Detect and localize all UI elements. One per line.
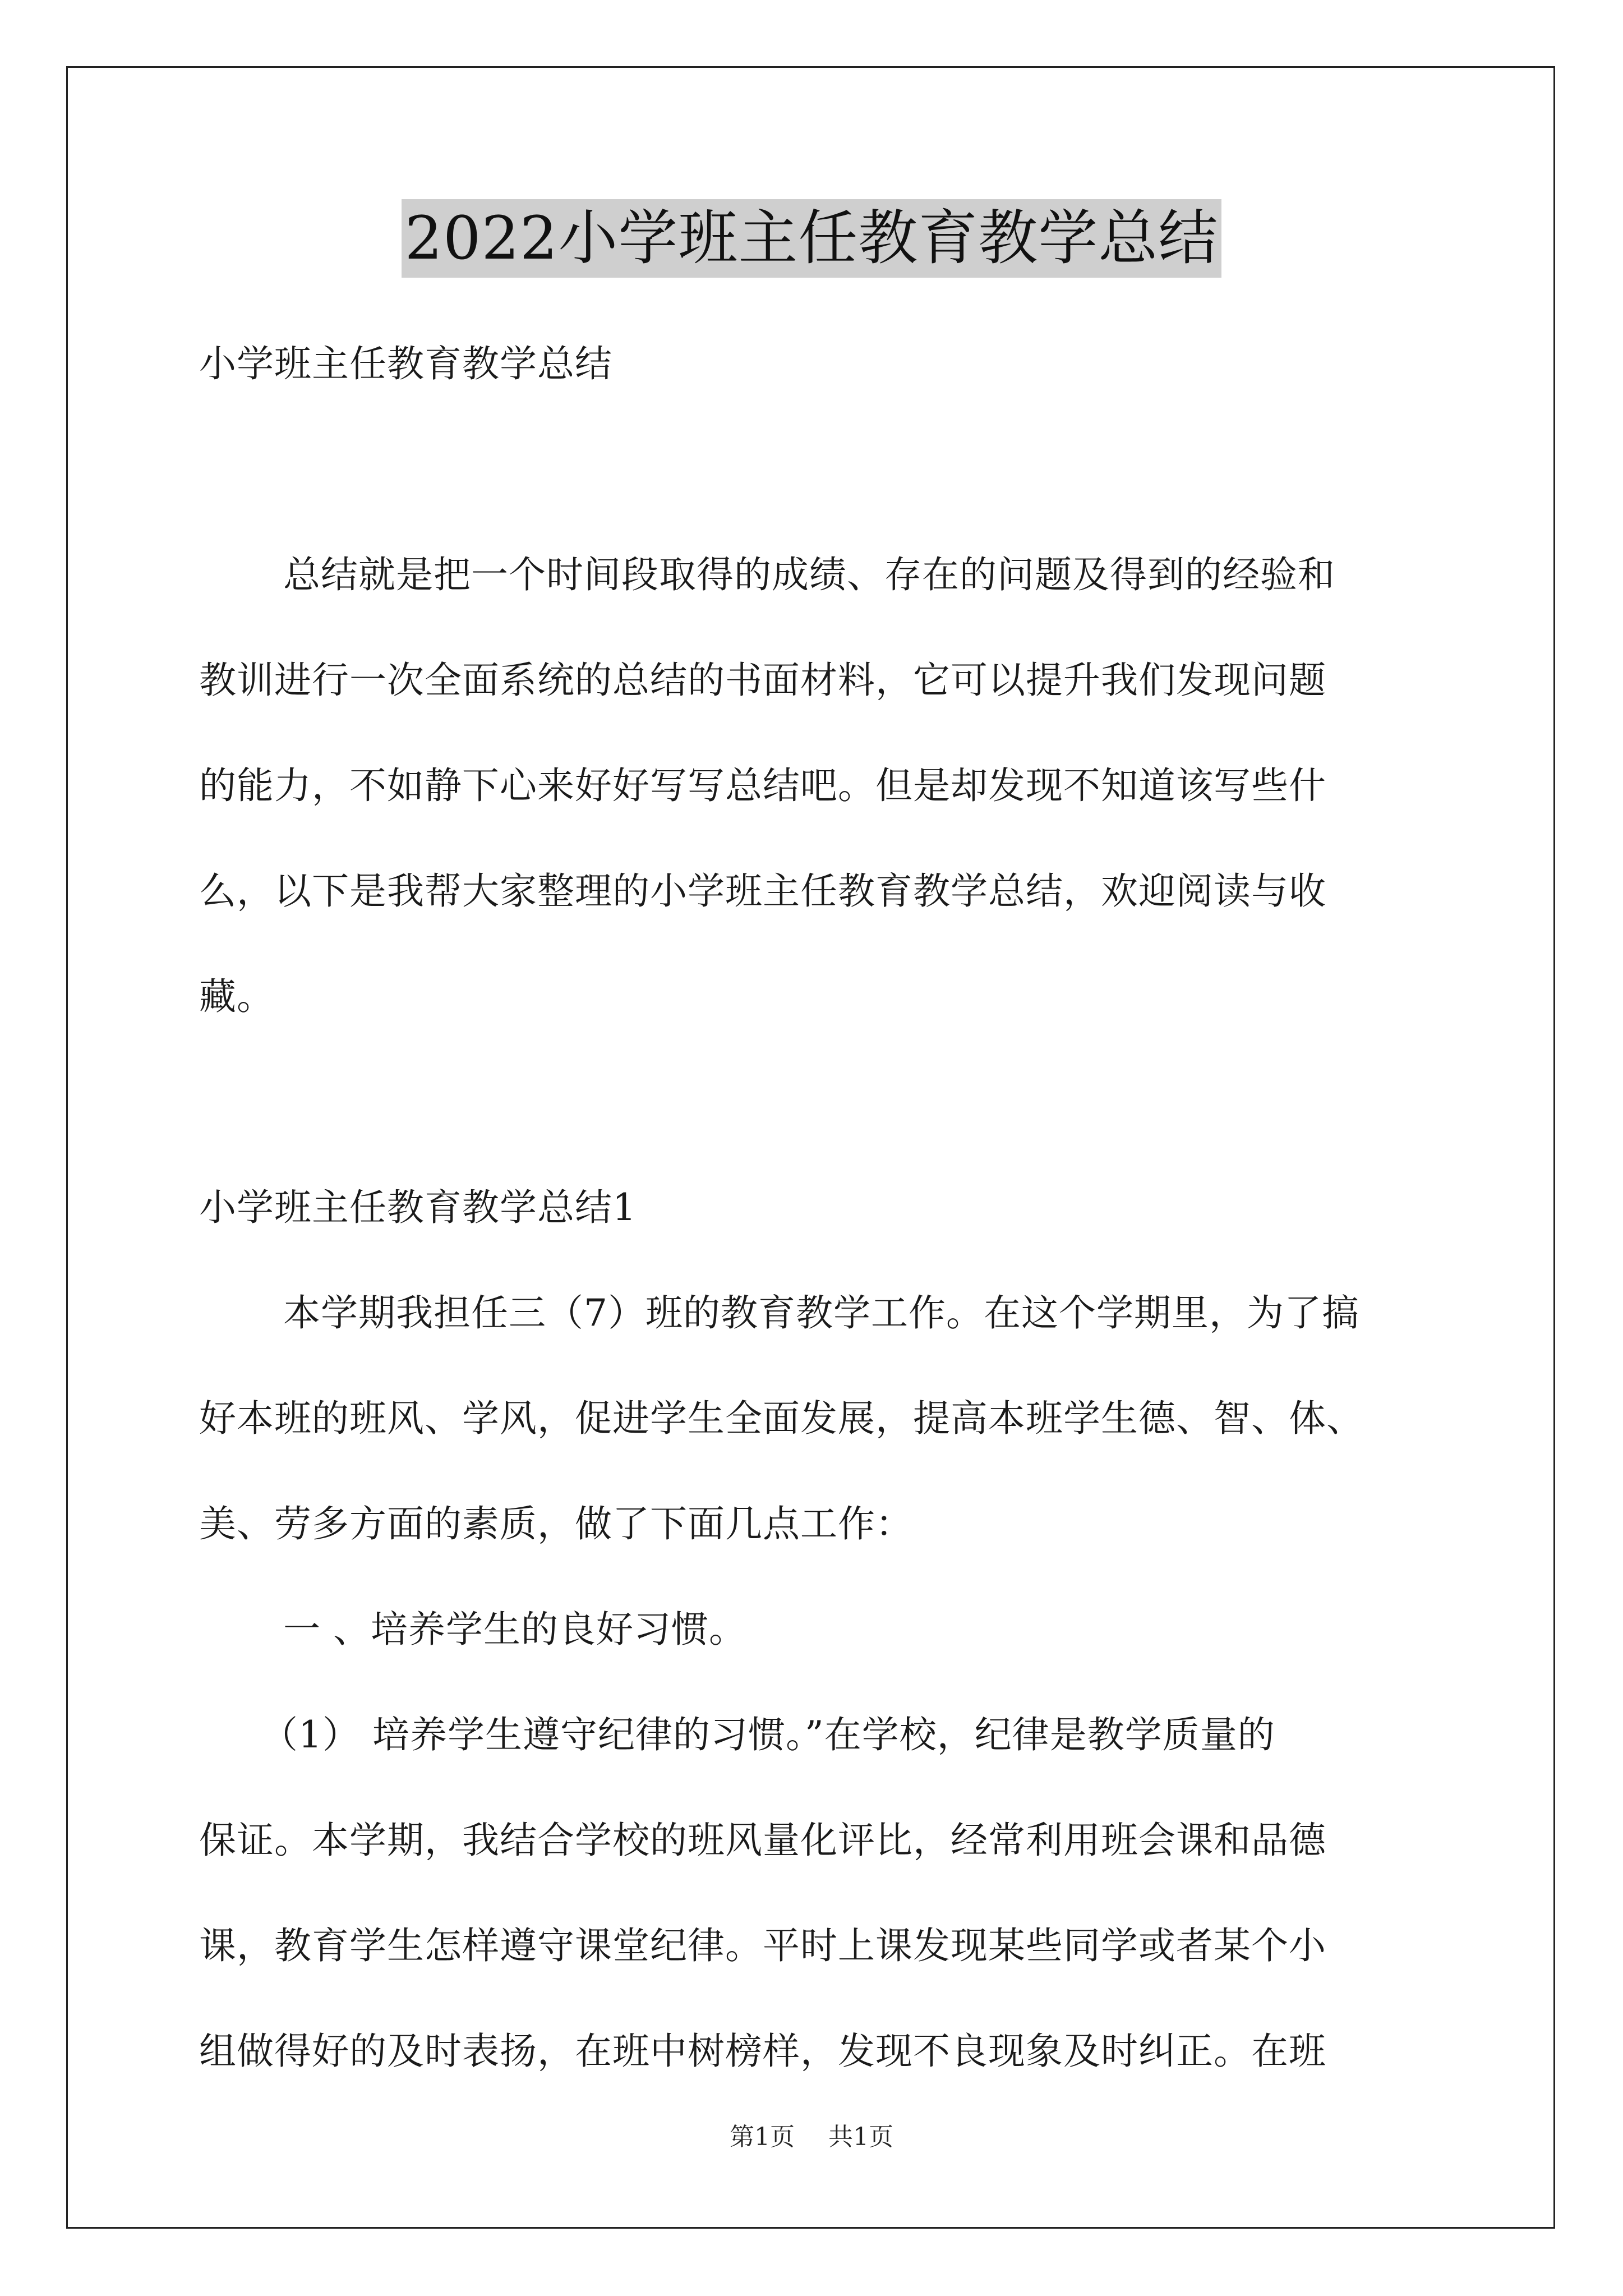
page-number: 第1页 xyxy=(730,2123,795,2151)
paragraph-line: 课，教育学生怎样遵守课堂纪律。平时上课发现某些同学或者某个小 xyxy=(199,1924,1326,1967)
paragraph-line: 教训进行一次全面系统的总结的书面材料，它可以提升我们发现问题 xyxy=(199,659,1326,702)
paragraph-line: 好本班的班风、学风，促进学生全面发展，提高本班学生德、智、体、 xyxy=(199,1397,1364,1440)
page-total: 共1页 xyxy=(828,2123,893,2151)
section-heading: 小学班主任教育教学总结 xyxy=(199,342,612,385)
paragraph-line: （1） 培养学生遵守纪律的习惯。”在学校，纪律是教学质量的 xyxy=(261,1713,1275,1756)
paragraph-line: 么，以下是我帮大家整理的小学班主任教育教学总结，欢迎阅读与收 xyxy=(199,869,1326,913)
title-container xyxy=(0,199,1623,278)
page-footer xyxy=(0,2120,1623,2154)
subsection-heading: 一 、培养学生的良好习惯。 xyxy=(283,1608,746,1651)
spacer xyxy=(199,417,1467,522)
section-heading: 小学班主任教育教学总结1 xyxy=(199,1186,637,1229)
paragraph-line: 组做得好的及时表扬，在班中树榜样，发现不良现象及时纠正。在班 xyxy=(199,2030,1326,2073)
paragraph-line: 藏。 xyxy=(199,975,274,1018)
paragraph-line: 美、劳多方面的素质，做了下面几点工作： xyxy=(199,1502,913,1545)
paragraph-line: 的能力，不如静下心来好好写写总结吧。但是却发现不知道该写些什 xyxy=(199,764,1326,807)
paragraph-line: 总结就是把一个时间段取得的成绩、存在的问题及得到的经验和 xyxy=(283,553,1335,596)
paragraph-line: 保证。本学期，我结合学校的班风量化评比，经常利用班会课和品德 xyxy=(199,1819,1326,1862)
document-body xyxy=(199,311,1467,2104)
spacer xyxy=(199,1050,1467,1155)
document-title: 2022小学班主任教育教学总结 xyxy=(402,199,1222,278)
paragraph-line: 本学期我担任三（7）班的教育教学工作。在这个学期里，为了搞 xyxy=(283,1291,1359,1335)
